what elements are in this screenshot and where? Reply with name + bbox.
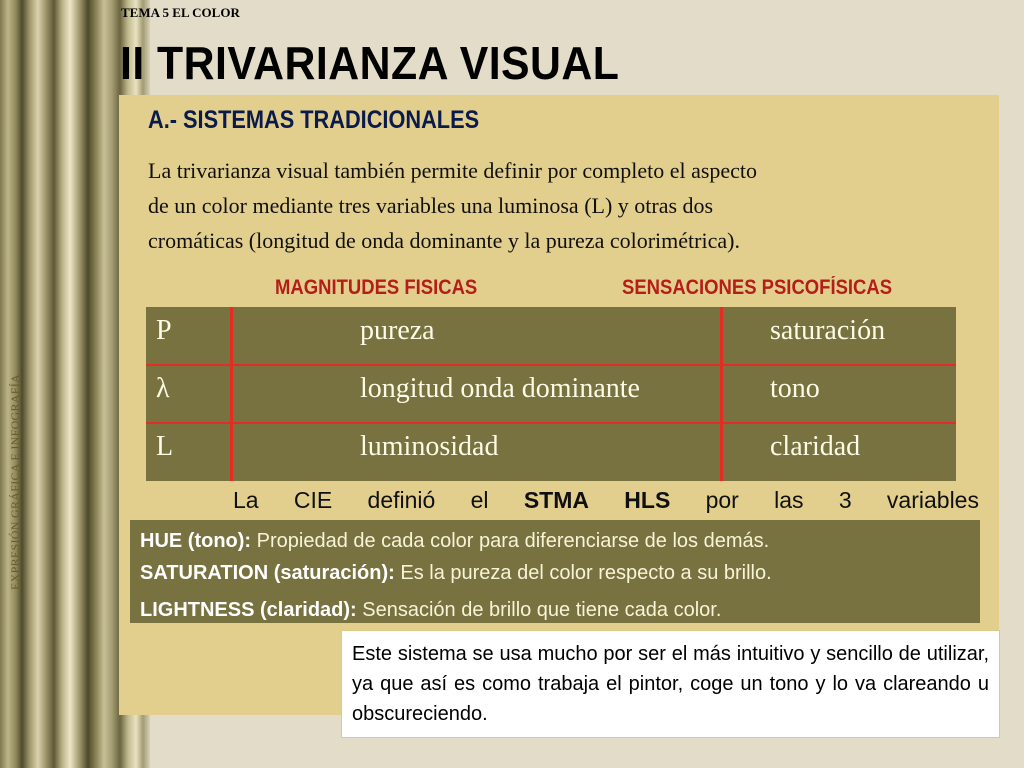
cie-word: 3	[838, 487, 852, 513]
definition-text: Propiedad de cada color para diferenciarse de los demás.	[251, 530, 770, 552]
column-divider	[720, 307, 723, 481]
symbol-cell: P	[156, 315, 172, 346]
definition-term: LIGHTNESS (claridad):	[140, 599, 357, 621]
definition-term: HUE (tono):	[140, 530, 252, 552]
cie-word: definió	[367, 487, 436, 513]
cie-sentence	[233, 487, 979, 514]
definition-term: SATURATION (saturación):	[140, 562, 395, 584]
sensation-cell: saturación	[770, 315, 886, 346]
cie-word-bold: HLS	[624, 487, 671, 513]
intro-paragraph	[148, 153, 948, 258]
intro-line: La trivarianza visual también permite definir por completo el aspecto	[148, 158, 758, 183]
symbol-cell: L	[156, 431, 174, 462]
topic-label: TEMA 5 EL COLOR	[121, 5, 240, 20]
cie-word: variables	[886, 487, 979, 513]
slide-title: II TRIVARIANZA VISUAL	[120, 37, 620, 89]
table-row	[146, 365, 956, 423]
definitions-box	[130, 520, 980, 623]
cie-word: las	[774, 487, 804, 513]
symbol-cell: λ	[156, 373, 170, 404]
sensation-cell: tono	[770, 373, 820, 404]
definition-saturation	[140, 562, 772, 585]
row-divider	[146, 422, 956, 424]
cie-word: por	[705, 487, 739, 513]
intro-line: de un color mediante tres variables una luminosa (L) y otras dos	[148, 193, 714, 218]
cie-word: CIE	[293, 487, 333, 513]
magnitude-cell: longitud onda dominante	[360, 373, 640, 404]
definition-text: Es la pureza del color respecto a su brillo.	[394, 562, 772, 584]
section-subtitle: A.- SISTEMAS TRADICIONALES	[148, 106, 480, 134]
cie-word: el	[470, 487, 489, 513]
table-row	[146, 423, 956, 481]
cie-word: La	[233, 487, 259, 513]
header-magnitudes: MAGNITUDES FISICAS	[275, 276, 478, 299]
column-divider	[230, 307, 233, 481]
row-divider	[146, 364, 956, 366]
magnitude-cell: pureza	[360, 315, 435, 346]
course-label: EXPRESIÓN GRÁFICA E INFOGRAFÍA	[8, 373, 22, 590]
magnitudes-table	[146, 307, 956, 481]
definition-hue	[140, 530, 769, 553]
cie-word-bold: STMA	[523, 487, 589, 513]
definition-lightness	[140, 599, 721, 622]
usage-note: Este sistema se usa mucho por ser el más intuitivo y sencillo de utilizar, ya que así es como trabaja el pintor, coge un tono y lo va clareando u obscureciendo.	[341, 630, 1000, 738]
sensation-cell: claridad	[770, 431, 861, 462]
table-row	[146, 307, 956, 365]
magnitude-cell: luminosidad	[360, 431, 499, 462]
header-sensaciones: SENSACIONES PSICOFÍSICAS	[622, 276, 893, 299]
definition-text: Sensación de brillo que tiene cada color.	[356, 599, 722, 621]
intro-line: cromáticas (longitud de onda dominante y la pureza colorimétrica).	[148, 228, 740, 253]
